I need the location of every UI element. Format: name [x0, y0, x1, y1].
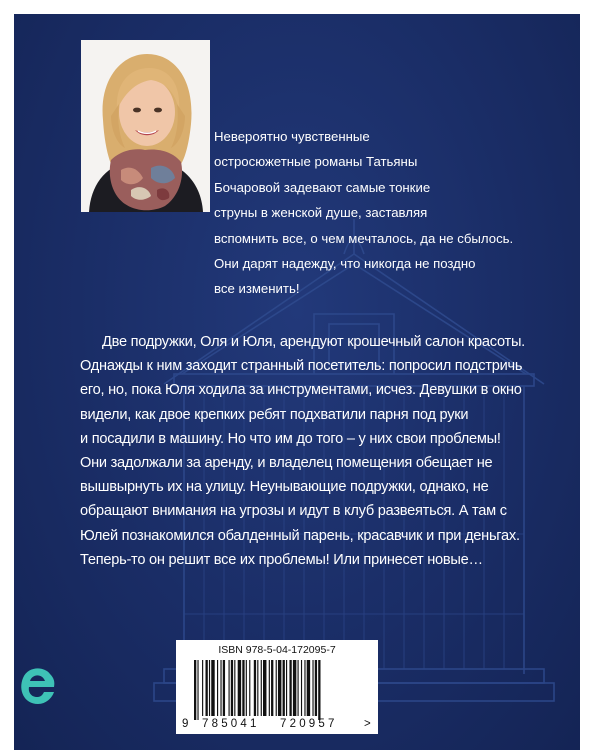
description-line: Теперь-то он решит все их проблемы! Или принесет новые… — [80, 551, 483, 568]
isbn-label: ISBN 978-5-04-172095-7 — [218, 644, 336, 656]
author-photo — [81, 40, 210, 212]
barcode-left-group: 785041 — [202, 718, 260, 730]
book-back-cover — [14, 14, 580, 750]
book-description — [80, 330, 550, 572]
description-line: Однажды к ним заходит странный посетитель: попросил подстричь — [80, 358, 523, 375]
intro-line: остросюжетные романы Татьяны — [214, 154, 418, 170]
description-line: вышвырнуть их на улицу. Неунывающие подружки, однако, не — [80, 479, 489, 496]
description-line: Две подружки, Оля и Юля, арендуют крошечный салон красоты. — [102, 334, 525, 350]
barcode-bars — [194, 660, 360, 720]
intro-line: Невероятно чувственные — [214, 129, 370, 144]
intro-line: вспомнить все, о чем мечталось, да не сбылось. — [214, 230, 514, 246]
description-line: Юлей познакомился обалденный парень, красавчик и при деньгах. — [80, 527, 520, 544]
description-line: его, но, пока Юля ходила за инструментами, исчез. Девушки в окно — [80, 382, 522, 399]
barcode-right-group: 720957 — [280, 718, 338, 730]
description-line: видели, как двое крепких ребят подхватили парня под руки — [80, 406, 469, 423]
description-line: и посадили в машину. Но что им до того – у них свои проблемы! — [80, 430, 501, 447]
isbn-barcode — [176, 640, 378, 734]
intro-line: все изменить! — [214, 281, 300, 297]
intro-line: Они дарят надежду, что никогда не поздно — [214, 256, 476, 272]
description-line: обращают внимания на угрозы и идут в клуб развеяться. А там с — [80, 503, 507, 520]
author-intro-text — [214, 124, 554, 302]
barcode-first-digit: 9 — [182, 718, 189, 730]
eksmo-e-logo-icon — [14, 660, 60, 710]
author-portrait-icon — [81, 40, 210, 212]
intro-line: струны в женской душе, заставляя — [214, 205, 428, 221]
description-line: Они задолжали за аренду, и владелец помещения обещает не — [80, 455, 493, 472]
barcode-end-mark: > — [364, 718, 371, 730]
intro-line: Бочаровой задевают самые тонкие — [214, 179, 431, 195]
